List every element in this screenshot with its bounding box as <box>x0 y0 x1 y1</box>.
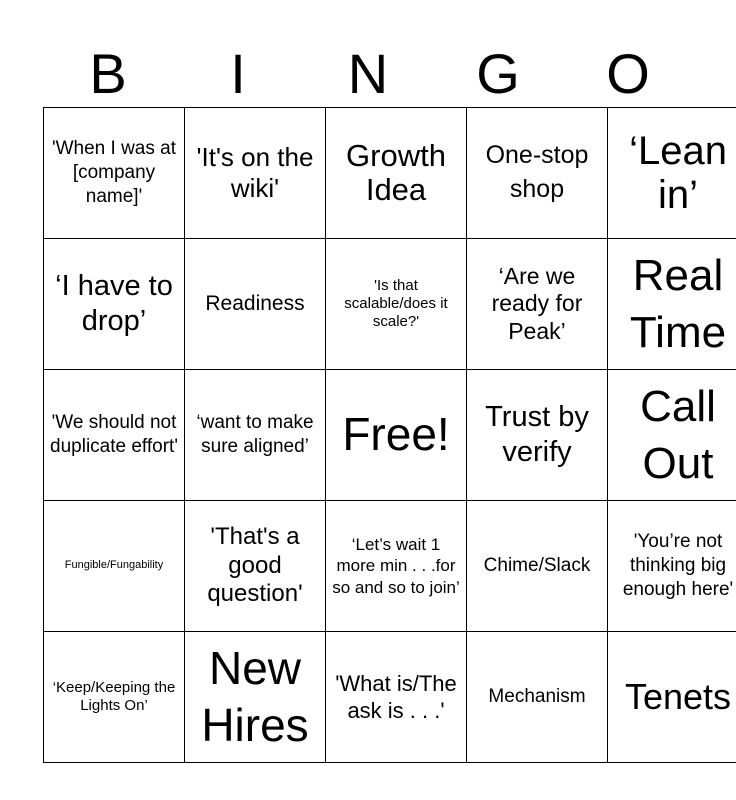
bingo-cell free-space[interactable]: Free! <box>326 370 467 501</box>
bingo-cell[interactable]: Growth Idea <box>326 108 467 239</box>
bingo-cell[interactable]: ‘I have to drop’ <box>44 239 185 370</box>
bingo-cell[interactable]: ‘want to make sure aligned’ <box>185 370 326 501</box>
board-row-1 <box>44 108 736 239</box>
bingo-board <box>43 107 736 763</box>
bingo-cell[interactable]: New Hires <box>185 632 326 763</box>
board-row-2 <box>44 239 736 370</box>
bingo-cell[interactable]: ‘Let’s wait 1 more min . . .for so and so to join’ <box>326 501 467 632</box>
board-row-5 <box>44 632 736 763</box>
bingo-cell[interactable]: Trust by verify <box>467 370 608 501</box>
bingo-cell[interactable]: ‘Are we ready for Peak’ <box>467 239 608 370</box>
bingo-cell[interactable]: 'That's a good question' <box>185 501 326 632</box>
bingo-cell[interactable]: ‘Lean in’ <box>608 108 736 239</box>
bingo-cell[interactable]: Mechanism <box>467 632 608 763</box>
board-row-3 <box>44 370 736 501</box>
board-row-4 <box>44 501 736 632</box>
bingo-header <box>43 40 693 108</box>
bingo-cell[interactable]: Tenets <box>608 632 736 763</box>
bingo-cell[interactable]: Real Time <box>608 239 736 370</box>
bingo-cell[interactable]: Readiness <box>185 239 326 370</box>
bingo-cell[interactable]: 'What is/The ask is . . .' <box>326 632 467 763</box>
bingo-cell[interactable]: 'When I was at [company name]' <box>44 108 185 239</box>
bingo-cell[interactable]: 'It's on the wiki' <box>185 108 326 239</box>
bingo-cell[interactable]: 'Is that scalable/does it scale?' <box>326 239 467 370</box>
bingo-cell[interactable]: One-stop shop <box>467 108 608 239</box>
header-letter-b: B <box>89 42 127 105</box>
bingo-cell[interactable]: Call Out <box>608 370 736 501</box>
header-letter-n: N <box>347 42 389 105</box>
bingo-cell[interactable]: ‘Keep/Keeping the Lights On’ <box>44 632 185 763</box>
bingo-cell[interactable]: Fungible/Fungability <box>44 501 185 632</box>
bingo-cell[interactable]: 'We should not duplicate effort' <box>44 370 185 501</box>
bingo-cell[interactable]: Chime/Slack <box>467 501 608 632</box>
header-letter-g: G <box>476 42 520 105</box>
header-letter-o: O <box>606 42 650 105</box>
header-letter-i: I <box>230 42 246 105</box>
bingo-cell[interactable]: 'You’re not thinking big enough here' <box>608 501 736 632</box>
